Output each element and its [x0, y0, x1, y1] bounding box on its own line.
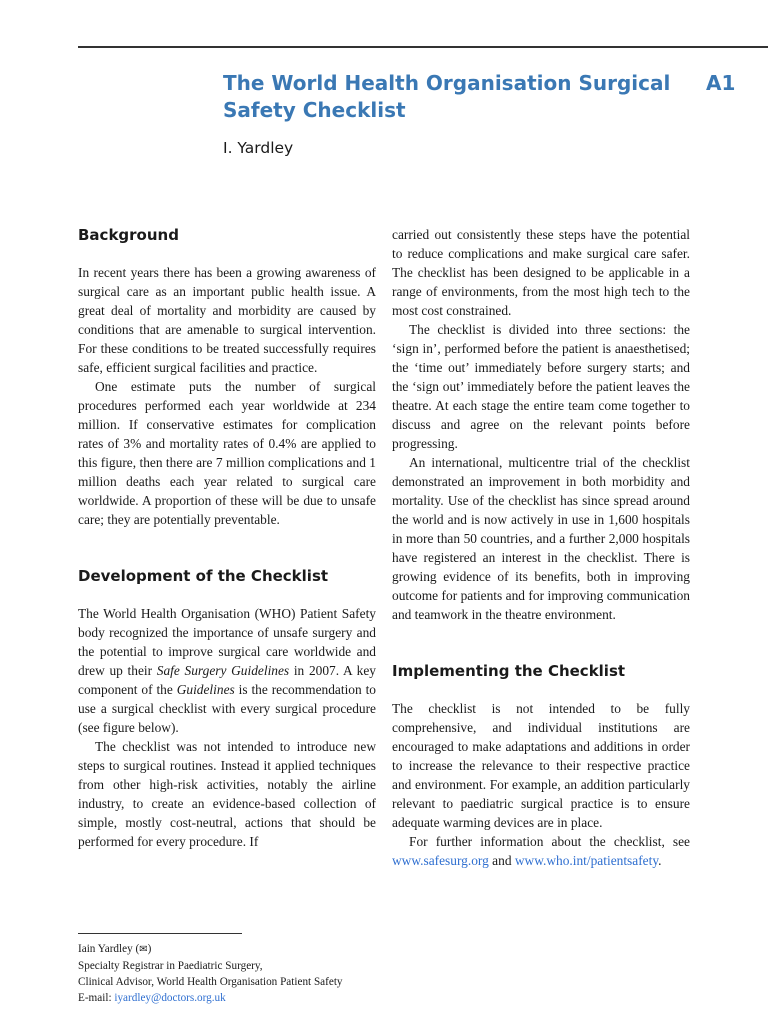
safesurg-link[interactable]: www.safesurg.org — [392, 853, 489, 868]
envelope-icon: ✉ — [139, 944, 148, 955]
development-paragraph-1: The World Health Organisation (WHO) Patient Safety body recognized the importance of unsafe surgery and the potential to improve surgical care worldwide and drew up their Safe Surgery Guidelines in 2007. A key component of the Guidelines is the recommendation to use a surgical checklist with every surgical procedure (see figure below). — [78, 606, 376, 735]
continuation-paragraph-3: An international, multicentre trial of the checklist demonstrated an improvement in both morbidity and mortality. Use of the checklist has since spread around the world and is now actively in use in 1,600 hospitals in more than 50 countries, and a further 2,000 hospitals have registered an interest in the checklist. There is growing evidence of its benefits, both in improving outcome for patients and for improving communication and teamwork in the theatre environment. — [392, 455, 690, 622]
who-patientsafety-link[interactable]: www.who.int/patientsafety — [514, 853, 659, 868]
email-link[interactable]: iyardley@doctors.org.uk — [114, 992, 226, 1004]
background-paragraph-1: In recent years there has been a growing awareness of surgical care as an important public health issue. A great deal of mortality and morbidity are caused by conditions that are amenable to surgical intervention. For these conditions to be treated successfully requires safe, efficient surgical facilities and practice. — [78, 265, 376, 375]
right-column — [392, 225, 690, 870]
continuation-paragraph-2: The checklist is divided into three sections: the ‘sign in’, performed before the patient is anaesthetised; the ‘time out’ immediately before surgery starts; and the ‘sign out’ immediately before the patient leaves the theatre. At each stage the entire team come together to discuss and agree on the relevant points before progressing. — [392, 322, 690, 451]
footnote-role: Specialty Registrar in Paediatric Surgery, — [78, 960, 263, 972]
heading-background: Background — [78, 226, 179, 244]
continuation-paragraph-1: carried out consistently these steps have the potential to reduce complications and make surgical care safer. The checklist has been designed to be applicable in a range of environments, from the most high tech to the most cost constrained. — [392, 227, 690, 318]
chapter-number: A1 — [706, 71, 736, 95]
background-paragraph-2: One estimate puts the number of surgical procedures performed each year worldwide at 234 million. If conservative estimates for complication rates of 3% and mortality rates of 0.4% are applied to this figure, then there are 7 million complications and 1 million deaths each year related to surgical care worldwide. A proportion of these will be due to unsafe care; they are potentially preventable. — [78, 379, 376, 527]
author: I. Yardley — [223, 139, 294, 157]
guidelines-ref: Guidelines — [176, 682, 235, 697]
footnote-email-line: E-mail: iyardley@doctors.org.uk — [78, 992, 226, 1004]
heading-development: Development of the Checklist — [78, 567, 329, 585]
heading-implementing: Implementing the Checklist — [392, 662, 626, 680]
guidelines-title: Safe Surgery Guidelines — [156, 663, 290, 678]
development-paragraph-2: The checklist was not intended to introduce new steps to surgical routines. Instead it applied techniques from other high-risk activities, notably the airline industry, to create an evidence-based collection of simple, mostly cost-neutral, actions that should be performed for every procedure. If — [78, 739, 376, 849]
left-column — [78, 225, 376, 851]
footnote-author: Iain Yardley (✉) — [78, 943, 152, 955]
footnote — [78, 941, 398, 1006]
footnote-rule — [78, 933, 242, 934]
footnote-affiliation: Clinical Advisor, World Health Organisation Patient Safety — [78, 976, 343, 988]
page-title: The World Health Organisation Surgical Safety Checklist — [223, 71, 671, 122]
implementing-paragraph-2: For further information about the checklist, see www.safesurg.org and www.who.int/patientsafety. — [392, 834, 690, 868]
implementing-paragraph-1: The checklist is not intended to be fully comprehensive, and individual institutions are encouraged to make adaptations and additions in order to increase the relevance to their respective practice and environment. For example, an addition particularly relevant to paediatric surgical practice is to ensure adequate warming devices are in place. — [392, 701, 690, 830]
top-rule — [78, 46, 768, 48]
